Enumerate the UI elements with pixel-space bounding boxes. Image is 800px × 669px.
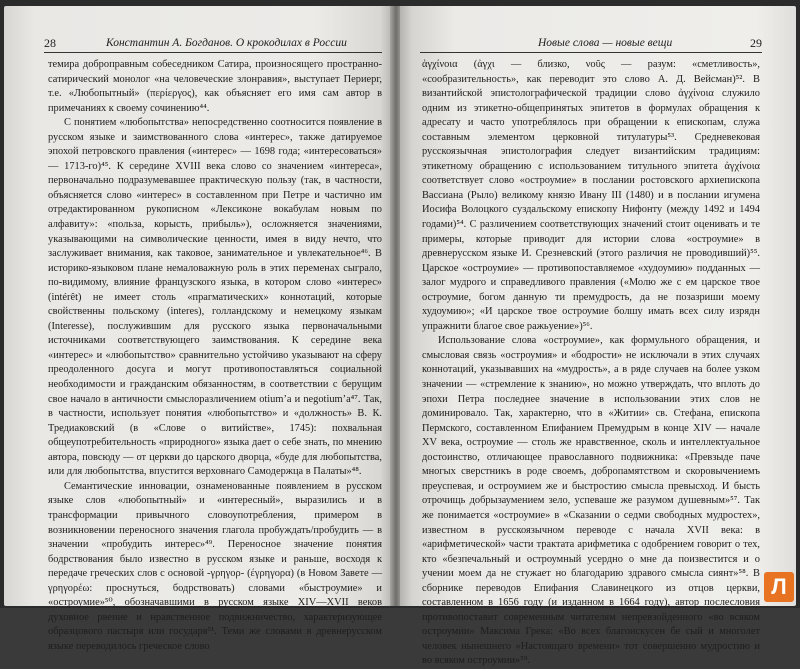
left-paragraph-1: темира доброправным собеседником Сатира, произносящего пространно-сатирический монолог «на человеческие злонравия», выступает Периерг, т.е. «Любопытный» (περίεργος), как объясняет его имя сам автор в примечаниях к своему сочинению⁴⁴.: [48, 59, 382, 114]
right-paragraph-1: ἀγχίνοια (ἀγχι — близко, νοῦς — разум: «сметливость», «сообразительность», как переводит это слово А. Д. Вейсман)⁵². В византийской эпистолографической традиции слово ἀγχίνοια служило одним из этикетно-общепринятых эпитетов в формулах обращения к адресату и часто употреблялось при обращении к епископам, служа составным элементом церковной титулатуры⁵³. Средневековая русскоязычная эпистолография следует византийским традициям: этикетному обращению с использованием титульного эпитета ἀγχίνοια соответствует слово «остроумие» в послании ростовского архиепископа Вассиана (Рыло) великому князю Ивану III (1480) и в послании игумена Иосифа Волоцкого суздальскому епископу Нифонту (между 1492 и 1494 годами)⁵⁴. С различением соответствующих значений стоит оценивать и те примеры, которые приводит для истории слова «остроумие» в древнерусском языке И. Срезневский (этого различия не проводивший)⁵⁵. Царское «остроумие» — противопоставляемое «худоумию» подданных — залог мудрого и справедливого правления («Молю же с ем царское твое остроумие, богом данную ти премудрость, да не позазриши моему худоумию»; «И царское твое остроумие болшу имать всех силу изрядн упражнити благое свое ражьуение»)⁵⁶.: [422, 59, 760, 332]
left-paragraph-3: Семантические инновации, ознаменованные появлением в русском языке слов «любопытный» и «интересный», выразились и в трансформации привычного словоупотребления, примером в возникновении переносного значения глагола пробуждать/пробудить — в значении «пробудить интерес»⁴⁹. Переносное значение понятия бодрствования было известно в русском языке и раньше, восходя к передаче греческих слов с основой -γρηγορ- (έγρηγορα) (в Новом Завете — γρηγορέω: проснуться, бодрствовать) словами «быстроумие» и «остроумие»⁵⁰, обозначавшими в русском языке XIV—XVII веков духовное рвение и нравственное подвижничество, характеризующее образцового пастыря или государя⁵¹. Теми же словами в древнерусском языке переводилось греческое слово: [48, 480, 382, 652]
right-page: [400, 6, 796, 667]
left-running-title: Константин А. Богданов. О крокодилах в России: [106, 37, 347, 49]
left-paragraph-2: С понятием «любопытства» непосредственно соотносится появление в русском языке и заимствованного слова «интерес», также датируемое эпохой петровского правления («интерес» — 1698 года; «интересоваться» — 1713-го)⁴⁵. К середине XVIII века слово со значением «интереса», первоначально подразумевавшее практическую пользу (так, в частности, объясняется слово «интерес» в составленном при Петре и частично им отредактированном рукописном «Лексиконе вокабулам новым по алфавиту»: «польза, корысть, прибыль»), осложняется значениями, указывающими на символические ценности, имея в виду нечто, что заслуживает внимания, как таковое, занимательное и увлекательное⁴⁶. В историко-языковом плане немаловажную роль в этих переменах сыграло, по-видимому, влияние французского языка, в котором слово «интерес» (intérêt) не имеет столь «прагматических» коннотаций, которые свойственны польскому (interes), голландскому и немецкому языкам (Interesse), послужившим для русского языка первоначальными источниками соответствующего заимствования. К середине века «интерес» и «любопытство» сравнительно устойчиво указывают на сферу преодоленного досуга и могут противопоставляться социальной необходимости и гражданским обязанностям, в соответствии с берущим свое начало в античности смыслоразличением otium’а и negotium’а⁴⁷. Так, в частности, использует понятия «любопытство» и «должность» В. К. Тредиаковский (в «Слове о витийстве», 1745): похвальная общеупотребительность «природного» языка дает о себе знать, по мнению автора, повсюду — от церкви до царского дворца, «буде для любопытства, или для любопытства, впустится верховнаго Самодержца в Палаты»⁴⁸.: [48, 117, 382, 478]
right-page-number: 29: [750, 36, 762, 50]
left-page: [4, 6, 392, 652]
left-page-body: [48, 58, 382, 654]
right-paragraph-2: Использование слова «остроумие», как формульного обращения, и смысловая связь «остроумия» и «бодрости» не исключали в этих случаях коннотаций, указывавших на «мудрость», а в ряде случаев на более узком значении — «стремление к знанию», но можно утверждать, что вплоть до эпохи Петра последнее значение в использовании этих слов не доминировало. Так, характерно, что в «Житии» св. Стефана, епископа Пермского, составленном Епифанием Премудрым в конце XIV — начале XV века, остроумие — столь же нравственное, сколь и интеллектуальное достоинство, отличающее православного подвижника: «Превзыде паче многых сверстникъ в роде своемъ, добропамятством и скоровычениемъ преуспевая, и остроумием же и быстростию смысла превысход. И бысть отрочищь добрызаумением зело, успеваше же разумом душевным»⁵⁷. Так же понимается «остроумие» в «Сказании о седми свободных мудростех», известном в русскоязычном переводе с начала XVII века: в «арифметической» части трактата арифметика с одобрением говорит о тех, кто «безпечальный и остроумный усердно о мне да поизвестится и о учении моем да не стужает но благодарию здравого смысла сиянт»⁵⁸. В сборнике переводов Епифания Славинецкого из отцов церкви, составленном в 1656 году (и изданном в 1664 году), автор послесловия противопоставит современным читателям непревзойденного «во всяком остроумии» Максима Грека: «Во всех благоискусен бе сый и многолет человек нынешнего «Настоящаго времени» тот совершенно мудростию и во всяком остроумии»⁵⁹.: [422, 335, 760, 667]
left-page-number: 28: [44, 36, 56, 50]
labirint-logo-icon: Л: [764, 572, 794, 602]
right-page-body: [422, 58, 760, 669]
right-page-header: [420, 34, 762, 53]
right-running-title: Новые слова — новые вещи: [538, 37, 673, 49]
left-page-header: [44, 34, 382, 53]
